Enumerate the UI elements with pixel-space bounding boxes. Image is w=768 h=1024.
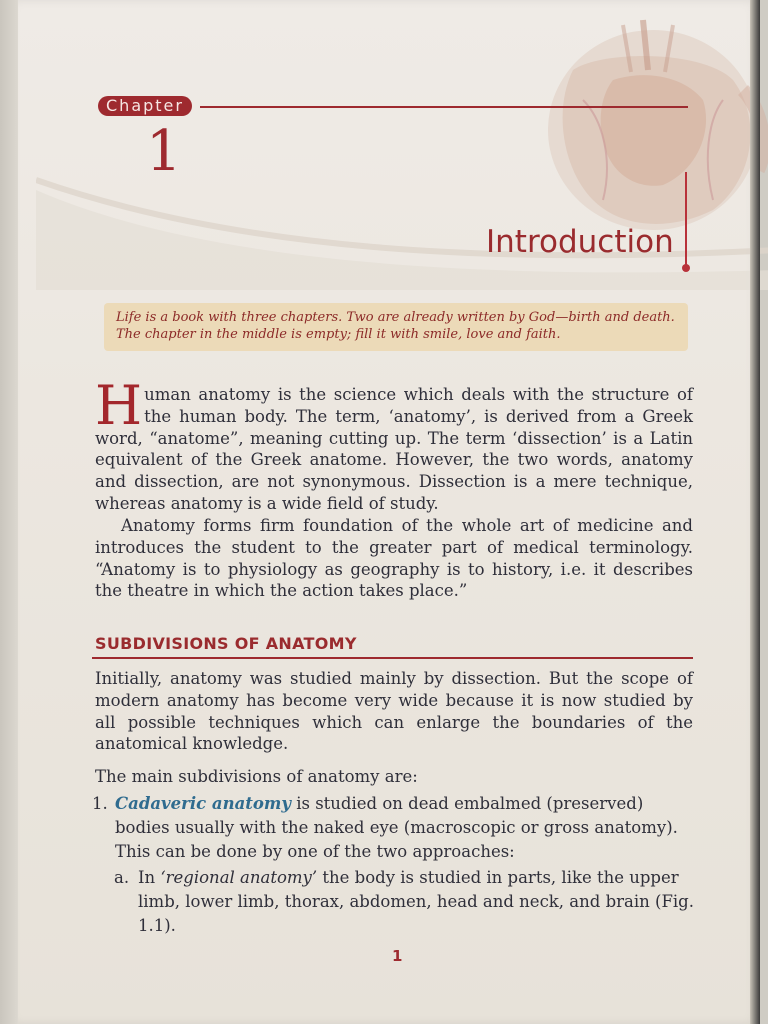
anatomy-illustration xyxy=(513,10,768,240)
title-rule-dot xyxy=(682,264,690,272)
chapter-quote: Life is a book with three chapters. Two are already written by God—birth and death. The chapter in the middle is empty; fill it with smile, love and faith. xyxy=(104,303,688,351)
title-rule xyxy=(685,172,687,268)
list-item-1 xyxy=(92,792,696,864)
list-subitem-letter: a. xyxy=(114,868,130,887)
term-regional-anatomy: ‘regional anatomy’ xyxy=(160,868,318,887)
section-rule xyxy=(92,657,693,659)
binding-shadow xyxy=(0,0,18,1024)
chapter-rule xyxy=(200,106,688,108)
list-subitem-a xyxy=(114,866,696,938)
section-heading: SUBDIVISIONS OF ANATOMY xyxy=(95,634,357,653)
intro-paragraph-1-text: uman anatomy is the science which deals with the structure of the human body. The term, ‘anatomy’, is derived from a Greek word, “anatome”, meaning cutting up. The term ‘dissection’ is a Latin equivalent of the Greek anatome. However, the two words, anatomy and dissection, are not synonymous. Dissection is a mere technique, whereas anatomy is a wide field of study. xyxy=(95,385,693,513)
page-number: 1 xyxy=(392,947,403,965)
list-subitem-lead: In xyxy=(138,868,161,887)
chapter-label: Chapter xyxy=(98,96,192,116)
drop-cap: H xyxy=(95,374,143,437)
intro-paragraph-1 xyxy=(95,374,693,515)
term-cadaveric-anatomy: Cadaveric anatomy xyxy=(115,794,291,813)
section-paragraph-2: The main subdivisions of anatomy are: xyxy=(95,767,418,786)
chapter-title: Introduction xyxy=(486,224,674,260)
list-item-number: 1. xyxy=(92,794,108,813)
list-subitem-text: the body is studied in parts, like the upper limb, lower limb, thorax, abdomen, head and neck, and brain (Fig. 1.1). xyxy=(138,868,694,935)
list-item-text: is studied on dead embalmed (preserved) bodies usually with the naked eye (macroscopic or gross anatomy). This can be done by one of the two approaches: xyxy=(115,794,678,861)
intro-paragraph-2: Anatomy forms firm foundation of the whole art of medicine and introduces the student to the greater part of medical terminology. “Anatomy is to physiology as geography is to history, i.e. it describes the theatre in which the action takes place.” xyxy=(95,516,693,601)
section-paragraph-1: Initially, anatomy was studied mainly by dissection. But the scope of modern anatomy has become very wide because it is now studied by all possible techniques which can enlarge the boundaries of the anatomical knowledge. xyxy=(95,669,693,754)
chapter-number: 1 xyxy=(146,119,182,184)
page-edge xyxy=(750,0,760,1024)
